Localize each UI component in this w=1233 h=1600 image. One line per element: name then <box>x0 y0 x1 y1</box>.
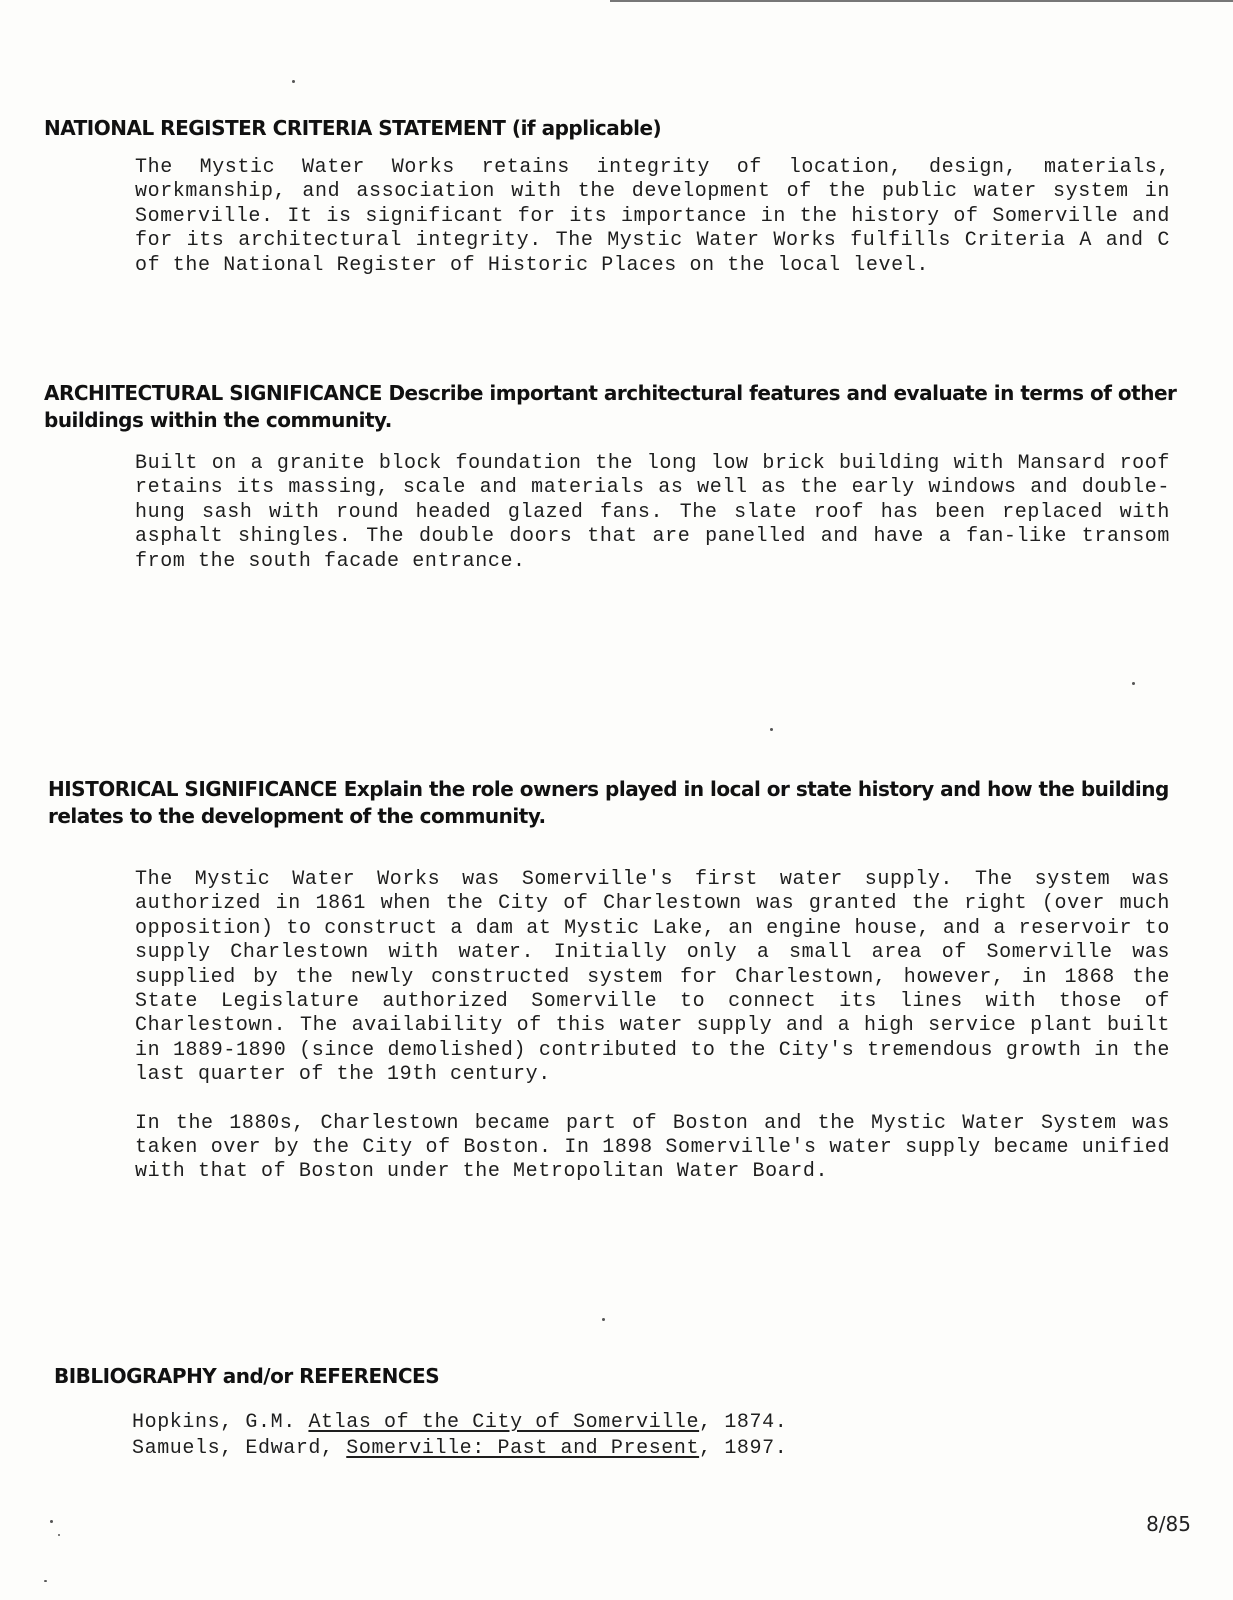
national-register-paragraph: The Mystic Water Works retains integrity of location, design, materials, workmanship, and association with the development of the public water system in Somerville. It is significant for its importance in the history of Somerville and for its architectural integrity. The Mystic Water Works fulfills Criteria A and C of the National Register of Historic Places on the local level. <box>135 156 1170 277</box>
architectural-heading <box>44 380 1194 434</box>
national-register-body <box>135 156 1170 278</box>
architectural-body <box>135 452 1170 574</box>
bibliography-entry: Samuels, Edward, Somerville: Past and Present, 1897. <box>132 1437 788 1460</box>
historical-heading <box>48 776 1198 830</box>
bibliography-title: Atlas of the City of Somerville <box>308 1411 700 1434</box>
national-register-heading-main: NATIONAL REGISTER CRITERIA STATEMENT <box>44 116 506 140</box>
architectural-heading-sub: Describe important architectural features and evaluate in terms of other buildings within the community. <box>44 381 1177 432</box>
architectural-heading-main: ARCHITECTURAL SIGNIFICANCE <box>44 381 382 405</box>
architectural-paragraph: Built on a granite block foundation the long low brick building with Mansard roof retains its massing, scale and materials as well as the early windows and double-hung sash with round headed glazed fans. The slate roof has been replaced with asphalt shingles. The double doors that are panelled and have a fan-like transom from the south facade entrance. <box>135 452 1170 573</box>
scan-edge-line <box>610 0 1233 2</box>
historical-body <box>135 868 1170 1185</box>
scan-speck <box>1132 682 1135 685</box>
scan-speck <box>58 1534 60 1536</box>
scan-speck <box>292 80 295 83</box>
historical-heading-sub: Explain the role owners played in local or state history and how the building relates to the development of the community. <box>48 777 1169 828</box>
bibliography-author: Hopkins, G.M. <box>132 1411 296 1434</box>
national-register-heading <box>44 116 661 140</box>
bibliography-author: Samuels, Edward, <box>132 1437 334 1460</box>
page-number: 8/85 <box>1146 1512 1191 1536</box>
historical-paragraph-1: The Mystic Water Works was Somerville's first water supply. The system was authorized in 1861 when the City of Charlestown was granted the right (over much opposition) to construct a dam at Mystic Lake, an engine house, and a reservoir to supply Charlestown with water. Initially only a small area of Somerville was supplied by the newly constructed system for Charlestown, however, in 1868 the State Legislature authorized Somerville to connect its lines with those of Charlestown. The availability of this water supply and a high service plant built in 1889-1890 (since demolished) contributed to the City's tremendous growth in the last quarter of the 19th century. <box>135 868 1170 1087</box>
bibliography-title: Somerville: Past and Present <box>346 1437 700 1460</box>
bibliography-heading: BIBLIOGRAPHY and/or REFERENCES <box>54 1364 440 1388</box>
bibliography-year: 1897. <box>724 1437 788 1460</box>
scan-speck <box>770 728 773 731</box>
historical-heading-main: HISTORICAL SIGNIFICANCE <box>48 777 338 801</box>
historical-paragraph-2: In the 1880s, Charlestown became part of Boston and the Mystic Water System was taken over by the City of Boston. In 1898 Somerville's water supply became unified with that of Boston under the Metropolitan Water Board. <box>135 1111 1170 1184</box>
bibliography-year: 1874. <box>724 1411 788 1434</box>
national-register-heading-sub: (if applicable) <box>511 116 662 140</box>
scan-speck <box>50 1520 53 1523</box>
scan-speck <box>602 1318 605 1321</box>
bibliography-list <box>132 1410 787 1462</box>
bibliography-entry: Hopkins, G.M. Atlas of the City of Somerville, 1874. <box>132 1411 788 1434</box>
scan-speck <box>44 1580 47 1582</box>
